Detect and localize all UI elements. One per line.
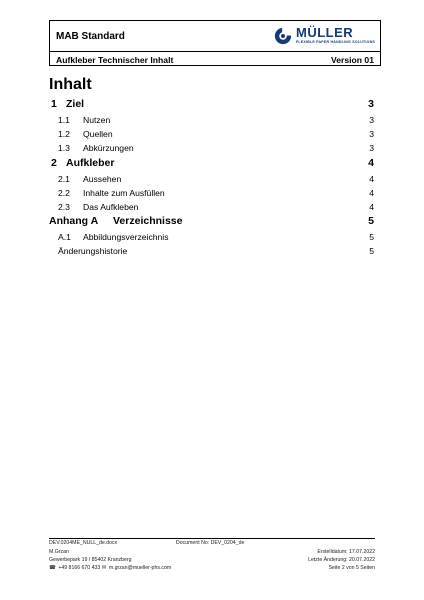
toc-entry-page: 5 [369,246,374,256]
toc-entry-page: 4 [369,188,374,198]
toc-entry-number: A.1 [58,232,71,242]
toc-entry-page: 5 [369,232,374,242]
mail-icon: ✉ [101,565,107,571]
toc-entry-number: 2 [51,157,57,169]
toc-entry[interactable] [49,143,374,157]
footer-email[interactable]: m.grzan@mueller-phs.com [108,565,172,571]
toc-entry-number: 1 [51,98,57,110]
toc-entry[interactable] [49,115,374,129]
toc-entry-page: 4 [369,174,374,184]
footer-created-date: Erstelldatum: 17.07.2022 [317,549,375,555]
toc-entry-page: 5 [368,215,374,227]
toc-entry-number: 1.1 [58,115,70,125]
document-version: Version 01 [331,55,374,65]
logo-tagline: FLEXIBLE PAPER HANDLING SOLUTIONS [296,40,376,44]
toc-entry-number: 2.1 [58,174,70,184]
document-title: MAB Standard [56,31,125,42]
logo-emblem-icon [274,27,292,45]
footer-contact [49,565,171,571]
toc-entry-label: Abkürzungen [83,143,134,153]
footer-page-info: Seite 2 von 5 Seiten [328,565,375,571]
footer-phone: +49 8166 670 433 [58,565,101,571]
toc-entry-page: 4 [368,157,374,169]
toc-entry-page: 3 [368,98,374,110]
phone-icon: ☎ [49,565,56,571]
footer-changed-date: Letzte Änderung: 20.07.2022 [308,557,375,563]
toc-entry[interactable] [49,215,374,229]
toc-entry[interactable] [49,246,374,260]
toc-entry-label: Quellen [83,129,113,139]
toc-entry-label: Nutzen [83,115,111,125]
toc-entry-label: Abbildungsverzeichnis [83,232,169,242]
page-header [49,20,381,66]
footer-address: Gewerbepark 19 / 85402 Kranzberg [49,557,132,563]
toc-entry-page: 3 [369,143,374,153]
toc-entry[interactable] [49,202,374,216]
toc-entry-label: Aufkleber [66,157,115,169]
company-logo [274,26,374,48]
toc-entry-number: 2.3 [58,202,70,212]
toc-entry-page: 3 [369,129,374,139]
footer-divider [49,538,375,539]
toc-entry-number: 1.3 [58,143,70,153]
toc-entry-label: Inhalte zum Ausfüllen [83,188,165,198]
toc-entry-label: Änderungshistorie [58,246,128,256]
toc-entry-number: 1.2 [58,129,70,139]
footer-filename: DEV.0204ME_NULL_de.docx [49,540,118,546]
logo-wordmark: MÜLLER [296,25,354,40]
footer-author: M.Grzan [49,549,69,555]
toc-entry-label: Verzeichnisse [113,215,183,227]
toc-entry-number: Anhang A [49,215,99,227]
toc-entry-label: Aussehen [83,174,122,184]
toc-entry[interactable] [49,232,374,246]
toc-entry-page: 4 [369,202,374,212]
toc-entry[interactable] [49,129,374,143]
toc-entry-page: 3 [369,115,374,125]
toc-entry-number: 2.2 [58,188,70,198]
toc-entry[interactable] [49,157,374,171]
toc-entry-label: Das Aufkleben [83,202,139,212]
footer-document-number: Document No: DEV_0204_de [176,540,245,546]
toc-entry-label: Ziel [66,98,85,110]
header-top-row [50,21,380,52]
document-subtitle: Aufkleber Technischer Inhalt [56,55,174,65]
toc-entry[interactable] [49,98,374,112]
toc-entry[interactable] [49,174,374,188]
toc-entry[interactable] [49,188,374,202]
toc-title: Inhalt [49,76,92,93]
